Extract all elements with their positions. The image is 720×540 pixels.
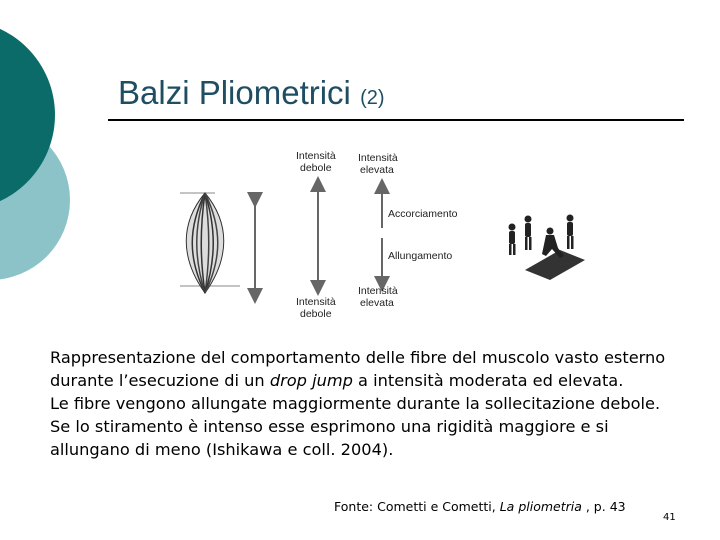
drop-jump-illustration bbox=[509, 215, 586, 281]
muscle-fiber-bundle bbox=[180, 193, 240, 293]
caption-paragraph-2: Le fibre vengono allungate maggiormente durante la sollecitazione debole. Se lo stiramento è intenso esse esprimono una rigidità maggiore e si allungano di meno (Ishikawa e coll. 2004). bbox=[50, 394, 661, 459]
title-underline bbox=[108, 119, 684, 121]
label-bottom-left-line1: Intensità bbox=[296, 296, 336, 308]
label-top-left-line2: debole bbox=[300, 162, 332, 174]
figure-caption bbox=[50, 346, 670, 461]
muscle-fiber-figure bbox=[160, 138, 620, 328]
label-top-right-line1: Intensità bbox=[358, 152, 398, 164]
label-bottom-left-line2: debole bbox=[300, 308, 332, 320]
slide-title bbox=[118, 74, 385, 112]
label-bottom-right-line1: Intensità bbox=[358, 285, 398, 297]
title-text: Balzi Pliometrici bbox=[118, 74, 351, 111]
label-bottom-right-line2: elevata bbox=[360, 297, 394, 309]
label-top-left-line1: Intensità bbox=[296, 150, 336, 162]
label-top-right-line2: elevata bbox=[360, 164, 394, 176]
drop-jump-term: drop jump bbox=[269, 371, 353, 390]
title-suffix: (2) bbox=[360, 87, 385, 109]
label-lengthening: Allungamento bbox=[388, 250, 453, 262]
page-number: 41 bbox=[663, 512, 676, 523]
caption-paragraph-1: Rappresentazione del comportamento delle fibre del muscolo vasto esterno durante l’esecuzione di un drop jump a intensità moderata ed elevata. bbox=[50, 348, 666, 390]
label-shortening: Accorciamento bbox=[388, 208, 458, 220]
landing-platform bbox=[525, 250, 585, 280]
source-book-title: La pliometria bbox=[499, 499, 582, 514]
source-citation: Fonte: Cometti e Cometti, La pliometria , p. 43 bbox=[334, 499, 626, 514]
